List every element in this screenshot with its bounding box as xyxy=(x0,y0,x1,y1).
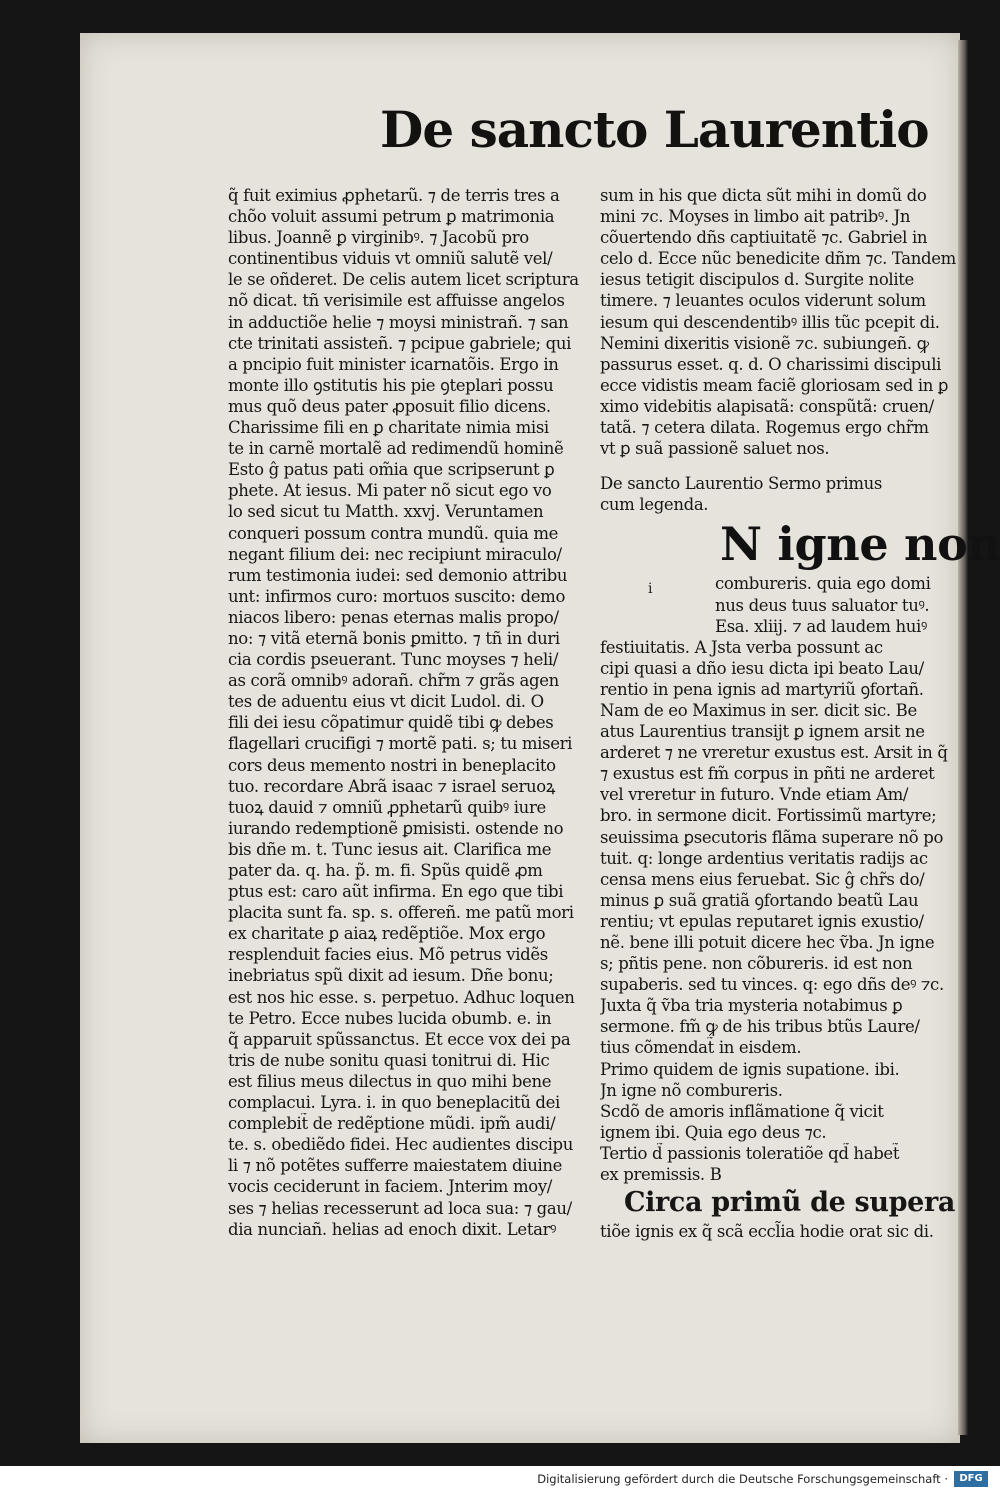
text-line: unt: infirmos curo: mortuos suscito: demo xyxy=(228,586,566,606)
text-line: ex premissis. B xyxy=(600,1165,722,1185)
text-line: arderet ⁊ ne vreretur exustus est. Arsit in q̃ xyxy=(600,743,948,763)
text-line: Scdõ de amoris inflãmatione q̃ vicit xyxy=(600,1101,884,1121)
text-line: vocis ceciderunt in faciem. Jnterim moy/ xyxy=(228,1177,553,1197)
text-line: timere. ⁊ leuantes oculos viderunt solum xyxy=(600,291,926,311)
text-line: bis dñe m. t. Tunc iesus ait. Clarifica me xyxy=(228,839,552,859)
text-line: a pncipio fuit minister icarnatõis. Ergo in xyxy=(228,354,559,374)
text-line: Esto ĝ patus pati om̃ia que scripserunt ꝑ xyxy=(228,460,555,480)
text-line: De sancto Laurentio Sermo primus xyxy=(600,474,883,494)
text-line: atus Laurentius transijt ꝑ ignem arsit ne xyxy=(600,722,925,742)
text-line: seuissima ꝑsecutoris flãma superare nõ po xyxy=(600,827,944,847)
text-line: complebit̃ de redẽptione mũdi. ipm̃ audi/ xyxy=(228,1114,556,1134)
text-line: s; pñtis pene. non cõbureris. id est non xyxy=(600,954,913,974)
text-line: libus. Joannẽ ꝑ virginibꝰ. ⁊ Jacobũ pro xyxy=(228,228,529,248)
funding-notice: Digitalisierung gefördert durch die Deutsche Forschungsgemeinschaft · xyxy=(537,1472,948,1486)
text-line: cum legenda. xyxy=(600,495,709,515)
text-line: fili dei iesu cõpatimur quidẽ tibi ꝙ debes xyxy=(228,713,554,733)
text-line: phete. At iesus. Mi pater nõ sicut ego vo xyxy=(228,481,552,501)
text-line: supaberis. sed tu vinces. q: ego dñs deꝰ ⁊c. xyxy=(600,975,944,995)
text-line: ximo videbitis alapisatã: conspũtã: cruen/ xyxy=(600,396,934,416)
text-line: sum in his que dicta sũt mihi in domũ do xyxy=(600,186,927,205)
text-line: tuit. q: longe ardentius veritatis radijs ac xyxy=(600,848,928,868)
text-line: q̃ fuit eximius ꝓphetarũ. ⁊ de terris tres a xyxy=(228,186,560,205)
text-line: ignem ibi. Quia ego deus ⁊c. xyxy=(600,1122,827,1142)
text-line: complacui. Lyra. i. in quo beneplacitũ dei xyxy=(228,1093,560,1113)
text-line: vt ꝑ suã passionẽ saluet nos. xyxy=(600,439,830,459)
last-line: tiõe ignis ex q̃ scã eccl̃ia hodie orat sic di. xyxy=(600,1222,934,1242)
text-line: Juxta q̃ ṽba tria mysteria notabimus ꝑ xyxy=(600,996,903,1016)
text-line: iesum qui descendentibꝰ illis tũc pcepit di. xyxy=(600,312,940,332)
sermon-indented-text xyxy=(600,573,970,636)
text-line: Nam de eo Maximus in ser. dicit sic. Be xyxy=(600,700,917,720)
text-line: Charissime fili en ꝑ charitate nimia misi xyxy=(228,418,549,438)
text-line: in adductiõe helie ⁊ moysi ministrañ. ⁊ san xyxy=(228,312,569,332)
text-line: le se oñderet. De celis autem licet scriptura xyxy=(228,270,579,290)
text-line: monte illo ꝯstitutis his pie ꝯteplari possu xyxy=(228,375,554,395)
text-line: dia nunciañ. helias ad enoch dixit. Letarꝰ xyxy=(228,1219,557,1239)
text-line: iurando redemptionẽ ꝑmisisti. ostende no xyxy=(228,818,564,838)
text-line: mus quõ deus pater ꝓposuit filio dicens. xyxy=(228,396,551,416)
text-line: Esa. xliij. ⁊ ad laudem huiꝰ xyxy=(715,616,927,636)
text-line: mini ⁊c. Moyses in limbo ait patribꝰ. Jn xyxy=(600,207,911,227)
text-line: cõuertendo dñs captiuitatẽ ⁊c. Gabriel in xyxy=(600,228,928,248)
spacer xyxy=(600,459,970,473)
text-line: celo d. Ecce nũc benedicite dñm ⁊c. Tandem xyxy=(600,249,956,269)
text-line: as corã omnibꝰ adorañ. chr̃m ⁊ grãs agen xyxy=(228,671,559,691)
text-line: tuo. recordare Abrã isaac ⁊ israel seruoꝝ xyxy=(228,776,556,796)
text-line: resplenduit facies eius. Mõ petrus vidẽs xyxy=(228,945,548,965)
text-line: inebriatus spũ dixit ad iesum. Dñe bonu; xyxy=(228,966,554,986)
text-line: passurus esset. q. d. O charissimi discipuli xyxy=(600,354,942,374)
text-line: niacos libero: penas eternas malis propo/ xyxy=(228,607,559,627)
text-line: negant filium dei: nec recipiunt miraculo/ xyxy=(228,544,562,564)
text-line: ses ⁊ helias recesserunt ad loca sua: ⁊ gau/ xyxy=(228,1198,572,1218)
footer-bar xyxy=(0,1466,1000,1494)
text-line: rentio in pena ignis ad martyriũ ꝯfortañ. xyxy=(600,679,924,699)
left-column xyxy=(228,185,600,1240)
text-line: Primo quidem de ignis supatione. ibi. xyxy=(600,1059,900,1079)
text-line: q̃ apparuit spũssanctus. Et ecce vox dei pa xyxy=(228,1029,571,1049)
dfg-logo: DFG xyxy=(954,1471,988,1487)
text-line: te. s. obediẽdo fidei. Hec audientes discipu xyxy=(228,1135,573,1155)
text-line: festiuitatis. A Jsta verba possunt ac xyxy=(600,637,883,657)
text-line: tuoꝝ dauid ⁊ omniũ ꝓphetarũ quibꝰ iure xyxy=(228,797,546,817)
text-line: nõ dicat. tñ verisimile est affuisse angelos xyxy=(228,291,565,311)
text-line: Nemini dixeritis visionẽ ⁊c. subiungeñ. ꝙ xyxy=(600,333,929,353)
text-line: vel vreretur in futuro. Vnde etiam Am/ xyxy=(600,785,909,805)
text-line: combureris. quia ego domi xyxy=(715,574,931,594)
text-line: placita sunt fa. sp. s. offereñ. me patũ mori xyxy=(228,903,574,923)
text-line: te Petro. Ecce nubes lucida obumb. e. in xyxy=(228,1008,552,1028)
text-line: Jn igne nõ combureris. xyxy=(600,1080,783,1100)
text-line: nẽ. bene illi potuit dicere hec ṽba. Jn igne xyxy=(600,933,935,952)
text-line: li ⁊ nõ potẽtes sufferre maiestatem diuine xyxy=(228,1156,563,1176)
text-line: chõo voluit assumi petrum ꝑ matrimonia xyxy=(228,207,555,227)
text-line: cors deus memento nostri in beneplacito xyxy=(228,755,556,775)
text-line: tatã. ⁊ cetera dilata. Rogemus ergo chr̃m xyxy=(600,418,929,438)
text-line: tes de aduentu eius vt dicit Ludol. di. O xyxy=(228,692,544,712)
section-heading: Circa primũ de supera xyxy=(624,1187,955,1219)
text-line: Tertio d̃ passionis toleratiõe qd̃ habet̃ xyxy=(600,1143,900,1163)
sermon-heading xyxy=(600,473,970,515)
text-line: nus deus tuus saluator tuꝰ. xyxy=(715,595,930,615)
text-line: ⁊ exustus est fm̃ corpus in pñti ne arderet xyxy=(600,764,935,784)
text-line: rum testimonia iudei: sed demonio attribu xyxy=(228,565,568,585)
text-line: flagellari crucifigi ⁊ mortẽ pati. s; tu miseri xyxy=(228,734,573,754)
guide-letter: i xyxy=(648,581,653,598)
text-line: cia cordis pseuerant. Tunc moyses ⁊ heli/ xyxy=(228,650,559,670)
text-line: bro. in sermone dicit. Fortissimũ martyre; xyxy=(600,806,937,826)
text-line: minus ꝑ suã gratiã ꝯfortando beatũ Lau xyxy=(600,890,919,910)
sermon-body xyxy=(600,637,970,1185)
right-column-top-text xyxy=(600,185,970,459)
text-line: est nos hic esse. s. perpetuo. Adhuc loquen xyxy=(228,987,575,1007)
text-line: est filius meus dilectus in quo mihi bene xyxy=(228,1071,552,1091)
right-column xyxy=(600,185,1000,1242)
text-line: iesus tetigit discipulos d. Surgite nolite xyxy=(600,270,914,290)
text-line: pater da. q. ha. p̃. m. fi. Spũs quidẽ ꝓm xyxy=(228,861,543,880)
text-line: no: ⁊ vitã eternã bonis ꝑmitto. ⁊ tñ in duri xyxy=(228,628,560,648)
text-line: ex charitate ꝑ aiaꝝ redẽptiõe. Mox ergo xyxy=(228,924,546,944)
running-head: De sancto Laurentio xyxy=(380,100,929,159)
text-line: tius cõmendat̃ in eisdem. xyxy=(600,1038,802,1058)
text-line: conqueri possum contra mundũ. quia me xyxy=(228,523,559,543)
text-line: cipi quasi a dño iesu dicta ipi beato Lau/ xyxy=(600,658,924,678)
text-line: cte trinitati assisteñ. ⁊ pcipue gabriele; qui xyxy=(228,333,572,353)
text-line: rentiu; vt epulas reputaret ignis exustio/ xyxy=(600,911,924,931)
text-line: ptus est: caro aũt infirma. En ego que tibi xyxy=(228,882,564,902)
decorated-initial: N igne non xyxy=(720,517,1000,572)
text-line: sermone. fm̃ ꝙ de his tribus btũs Laure/ xyxy=(600,1017,920,1037)
text-line: tris de nube sonitu quasi tonitrui di. Hic xyxy=(228,1050,550,1070)
text-line: lo sed sicut tu Matth. xxvj. Veruntamen xyxy=(228,502,544,522)
text-line: censa mens eius feruebat. Sic ĝ chr̃s do/ xyxy=(600,869,925,889)
text-line: continentibus viduis vt omniũ salutẽ vel/ xyxy=(228,249,553,269)
text-line: ecce vidistis meam faciẽ gloriosam sed in ꝑ xyxy=(600,375,949,395)
text-line: te in carnẽ mortalẽ ad redimendũ hominẽ xyxy=(228,439,564,459)
